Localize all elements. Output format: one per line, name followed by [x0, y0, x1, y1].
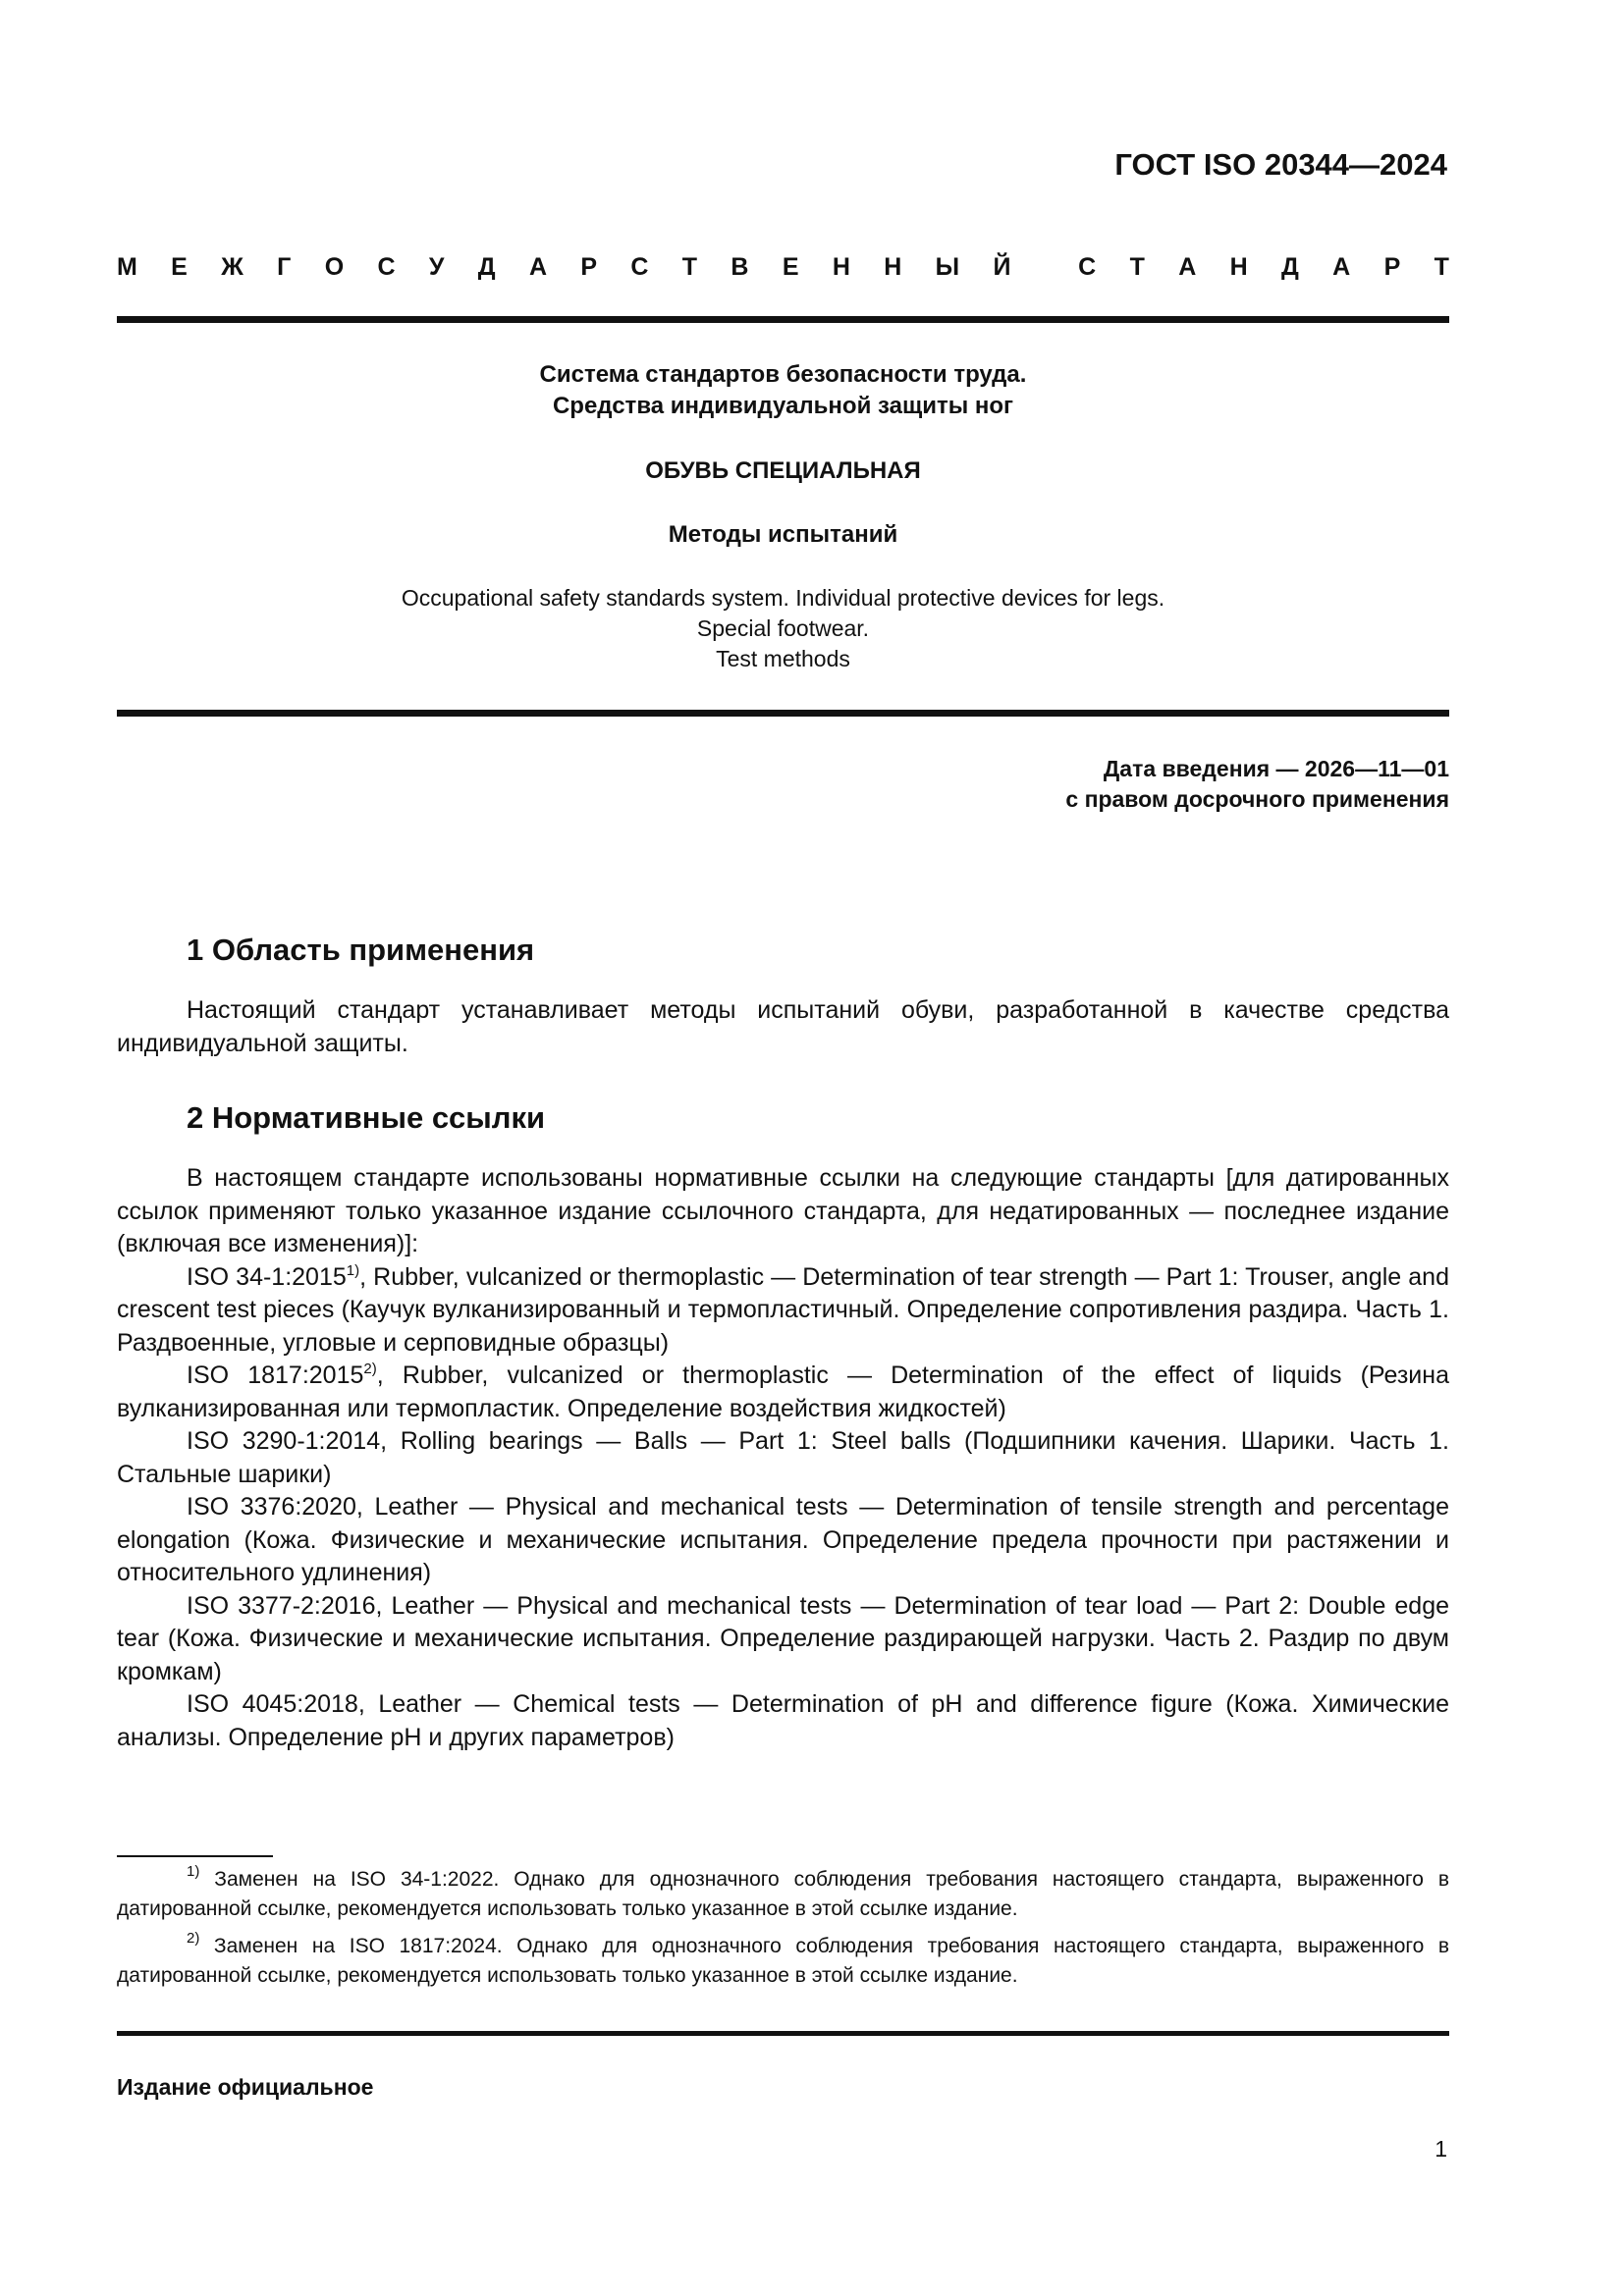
- letter: Т: [681, 253, 698, 281]
- reference-text: , Rubber, vulcanized or thermoplastic — Determination of the effect of liquids (Резина вулканизированная или термопластик. Определение воздействия жидкостей): [117, 1362, 1449, 1422]
- footnote: [117, 1932, 1449, 1990]
- page-number: 1: [1435, 2136, 1447, 2162]
- footnote-marker: 2): [187, 1930, 200, 1947]
- letter: У: [428, 253, 445, 281]
- letter: А: [528, 253, 548, 281]
- reference-item: [117, 1425, 1449, 1491]
- standard-number: ГОСТ ISO 20344—2024: [1114, 147, 1447, 182]
- reference-code: ISO 34-1:2015: [187, 1262, 347, 1291]
- section-1-body: [117, 994, 1449, 1060]
- footnotes: [117, 1865, 1449, 1999]
- letter: Н: [1229, 253, 1248, 281]
- letter: Е: [171, 253, 188, 281]
- title-en-line: Special footwear.: [696, 615, 870, 641]
- title-ru: [117, 359, 1449, 422]
- letter: Р: [1383, 253, 1401, 281]
- title-ru-line: Средства индивидуальной защиты ног: [552, 393, 1014, 419]
- reference-item: [117, 1491, 1449, 1590]
- reference-text: , Leather — Physical and mechanical tests — Determination of tear load — Part 2: Double edge tear (Кожа. Физические и механические испытания. Определение раздирающей нагрузки. Часть 2. Раздир по двум кромкам): [117, 1591, 1449, 1685]
- letter: М: [117, 253, 137, 281]
- title-sub: Методы испытаний: [668, 521, 898, 548]
- section-2-intro: В настоящем стандарте использованы нормативные ссылки на следующие стандарты [для датированных ссылок применяют только указанное издание ссылочного стандарта, для недатированных — последнее издание (включая все изменения)]:: [117, 1164, 1449, 1257]
- header-divider: [117, 316, 1449, 323]
- footnote-text: Заменен на ISO 1817:2024. Однако для однозначного соблюдения требования настоящего стандарта, выраженного в датированной ссылке, рекомендуется использовать только указанное в этой ссылке издание.: [117, 1935, 1449, 1987]
- title-main: ОБУВЬ СПЕЦИАЛЬНАЯ: [645, 457, 921, 484]
- letter: Р: [580, 253, 598, 281]
- reference-item: [117, 1261, 1449, 1361]
- footnote-divider: [117, 1855, 273, 1857]
- letter: Д: [1281, 253, 1299, 281]
- title-en: [117, 583, 1449, 674]
- letter: Д: [477, 253, 496, 281]
- letter: Н: [884, 253, 902, 281]
- letter: С: [630, 253, 649, 281]
- letter: Ж: [221, 253, 244, 281]
- reference-item: [117, 1688, 1449, 1754]
- date-line: Дата введения — 2026—11—01: [1103, 756, 1449, 781]
- reference-text: , Leather — Physical and mechanical tests — Determination of tensile strength and percentage elongation (Кожа. Физические и механические испытания. Определение предела прочности при растяжении и относительного удлинения): [117, 1493, 1449, 1586]
- reference-text: , Rubber, vulcanized or thermoplastic — Determination of tear strength — Part 1: Trouser, angle and crescent test pieces (Каучук вулканизированный и термопластичный. Определение сопротивления раздира. Часть 1. Раздвоенные, угловые и серповидные образцы): [117, 1262, 1449, 1357]
- footnote-marker: 1): [187, 1863, 200, 1880]
- section-2-title: 2 Нормативные ссылки: [187, 1100, 546, 1135]
- early-application-line: с правом досрочного применения: [1065, 786, 1449, 812]
- letter: Т: [1129, 253, 1145, 281]
- letter: В: [731, 253, 749, 281]
- footnote-marker: 1): [346, 1261, 360, 1279]
- section-2-body: [117, 1162, 1449, 1754]
- footnote-marker: 2): [363, 1361, 377, 1377]
- footnote: [117, 1865, 1449, 1923]
- title-divider: [117, 710, 1449, 717]
- letter: О: [324, 253, 345, 281]
- letter: Й: [993, 253, 1011, 281]
- reference-item: [117, 1590, 1449, 1689]
- letter: А: [1332, 253, 1351, 281]
- letter: Т: [1434, 253, 1449, 281]
- letter: Н: [832, 253, 850, 281]
- section-1-title: 1 Область применения: [187, 933, 535, 967]
- reference-code: ISO 3376:2020: [187, 1493, 356, 1521]
- title-ru-line: Система стандартов безопасности труда.: [539, 361, 1027, 388]
- reference-code: ISO 3290-1:2014: [187, 1427, 381, 1455]
- reference-text: , Leather — Chemical tests — Determination of pH and difference figure (Кожа. Химические анализы. Определение рН и других параметров): [117, 1690, 1449, 1751]
- official-edition: Издание официальное: [117, 2074, 374, 2100]
- letter: Г: [277, 253, 292, 281]
- footnote-text: Заменен на ISO 34-1:2022. Однако для однозначного соблюдения требования настоящего стандарта, выраженного в датированной ссылке, рекомендуется использовать только указанное в этой ссылке издание.: [117, 1868, 1449, 1920]
- standard-type-heading: [117, 253, 1449, 282]
- letter: Ы: [935, 253, 960, 281]
- letter: Е: [782, 253, 799, 281]
- section-1-text: Настоящий стандарт устанавливает методы испытаний обуви, разработанной в качестве средства индивидуальной защиты.: [117, 996, 1449, 1057]
- title-en-line: Occupational safety standards system. Individual protective devices for legs.: [401, 585, 1165, 611]
- title-en-line: Test methods: [716, 646, 850, 671]
- reference-code: ISO 3377-2:2016: [187, 1591, 376, 1620]
- reference-item: [117, 1360, 1449, 1425]
- reference-code: ISO 4045:2018: [187, 1690, 358, 1718]
- footer-divider: [117, 2031, 1449, 2036]
- reference-text: , Rolling bearings — Balls — Part 1: Steel balls (Подшипники качения. Шарики. Часть 1. Стальные шарики): [117, 1427, 1449, 1488]
- introduction-date: [117, 754, 1449, 815]
- letter: С: [1078, 253, 1097, 281]
- reference-code: ISO 1817:2015: [187, 1362, 364, 1389]
- letter: С: [377, 253, 396, 281]
- letter: А: [1178, 253, 1197, 281]
